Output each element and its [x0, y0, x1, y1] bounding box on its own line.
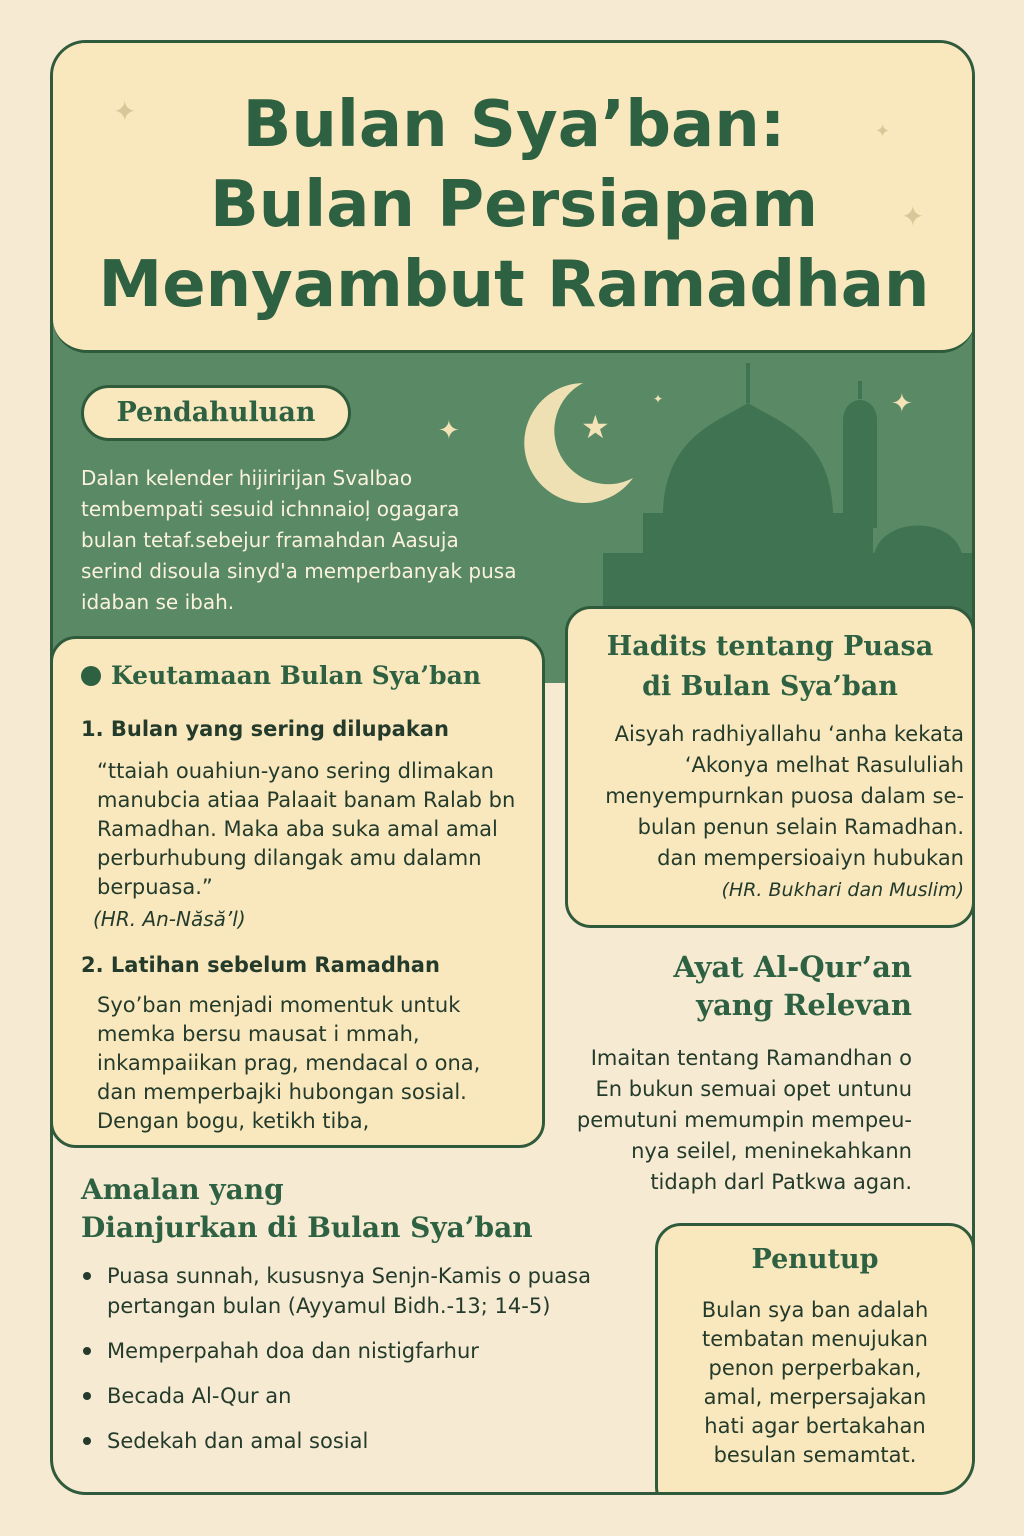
star-icon: ✦ — [438, 416, 460, 446]
item1-line: manubcia atiaa Palaait banam Ralab bn — [97, 788, 516, 812]
amalan-title — [81, 1171, 533, 1247]
penutup-line: besulan semamtat. — [713, 1443, 917, 1467]
hadits-text — [584, 719, 964, 874]
ayat-line: pemutuni memumpin mempeu- — [576, 1108, 912, 1132]
intro-line: bulan tetaf.sebejur framahdan Aasuja — [81, 528, 459, 552]
hadits-title-line: di Bulan Sya’ban — [642, 671, 898, 702]
item1-line: Ramadhan. Maka aba suka amal amal — [97, 817, 498, 841]
intro-line: tembempati sesuid ichnnaioļ ogagara — [81, 497, 460, 521]
hadits-title — [568, 627, 972, 707]
hadits-line: Aisyah radhiyallahu ‘anha kekata — [614, 722, 964, 746]
title-line-3: Menyambut Ramadhan — [98, 248, 930, 322]
poster-frame — [50, 40, 975, 1495]
keutamaan-title — [81, 661, 481, 690]
penutup-line: hati agar bertakahan — [704, 1414, 926, 1438]
keutamaan-card — [50, 636, 545, 1148]
hadits-line: bulan penun selain Ramadhan. — [637, 815, 964, 839]
ayat-title-line: Ayat Al-Qur’an — [673, 950, 912, 984]
star-icon: ✦ — [891, 389, 913, 419]
ayat-line: En bukun semuai opet untunu — [595, 1077, 912, 1101]
list-item: Becada Al-Qur an — [81, 1381, 601, 1411]
keutamaan-item2-title: 2. Latihan sebelum Ramadhan — [81, 953, 440, 977]
sparkle-icon: ✦ — [113, 95, 137, 128]
hadits-line: ‘Akonya melhat Rasululiah — [684, 753, 964, 777]
title-line-1: Bulan Sya’ban: — [242, 88, 786, 162]
amalan-title-line: Dianjurkan di Bulan Sya’ban — [81, 1211, 533, 1244]
hadits-line: dan mempersioaiyn hubukan — [657, 846, 964, 870]
item1-line: berpuasa.” — [97, 875, 213, 899]
keutamaan-item1-text — [97, 757, 517, 902]
bullet-dot-icon — [81, 666, 101, 686]
amalan-title-line: Amalan yang — [81, 1173, 284, 1206]
hadits-source: (HR. Bukhari dan Muslim) — [721, 879, 964, 901]
item1-line: perburhubung dilangak amu dalamn — [97, 846, 482, 870]
penutup-line: Bulan sya ban adalah — [701, 1298, 929, 1322]
title-box — [53, 43, 975, 353]
keutamaan-item2-text — [97, 991, 517, 1136]
ayat-text — [552, 1043, 912, 1198]
penutup-line: tembatan menujukan — [701, 1327, 928, 1351]
sparkle-icon: ✦ — [875, 121, 891, 142]
penutup-line: amal, merpersajakan — [703, 1385, 927, 1409]
star-icon: ✦ — [653, 392, 664, 406]
item2-line: dan memperbajki hubongan sosial. — [97, 1080, 467, 1104]
penutup-text — [670, 1296, 960, 1470]
keutamaan-item1-title: 1. Bulan yang sering dilupakan — [81, 717, 449, 741]
amalan-list — [81, 1261, 601, 1471]
ayat-line: Imaitan tentang Ramandhan o — [590, 1046, 912, 1070]
intro-text — [81, 463, 581, 618]
ayat-line: tidaph darl Patkwa agan. — [650, 1170, 912, 1194]
item2-line: Syo’ban menjadi momentuk untuk — [97, 993, 461, 1017]
page-title — [53, 85, 975, 325]
item2-line: memka bersu mausat i mmah, — [97, 1022, 420, 1046]
hadits-card — [565, 606, 975, 928]
penutup-card — [655, 1223, 975, 1495]
intro-line: Dalan kelender hijiririjan Svalbao — [81, 466, 413, 490]
ayat-title-line: yang Relevan — [696, 988, 912, 1022]
ayat-line: nya seilel, meninekahkann — [631, 1139, 912, 1163]
intro-label: Pendahuluan — [81, 385, 351, 441]
item2-line: inkampaiikan prag, mendacal o ona, — [97, 1051, 481, 1075]
intro-line: serind disoula sinyd'a memperbanyak pusa — [81, 559, 517, 583]
penutup-line: penon perperbakan, — [708, 1356, 922, 1380]
penutup-title: Penutup — [751, 1244, 879, 1275]
keutamaan-title-text: Keutamaan Bulan Sya’ban — [111, 661, 481, 690]
list-item: Puasa sunnah, kususnya Senjn-Kamis o puasa pertangan bulan (Ayyamul Bidh.-13; 14-5) — [81, 1261, 601, 1321]
list-item: Sedekah dan amal sosial — [81, 1426, 601, 1456]
intro-line: idaban se ibah. — [81, 590, 235, 614]
title-line-2: Bulan Persiapam — [209, 168, 819, 242]
keutamaan-item1-source: (HR. An-Năsă’l) — [93, 907, 246, 931]
star-icon: ★ — [581, 408, 610, 446]
sparkle-icon: ✦ — [901, 200, 925, 233]
list-item: Memperpahah doa dan nistigfarhur — [81, 1336, 601, 1366]
hadits-line: menyempurnkan puosa dalam se- — [605, 784, 964, 808]
hadits-title-line: Hadits tentang Puasa — [606, 631, 934, 662]
item2-line: Dengan bogu, ketikh tiba, — [97, 1109, 370, 1133]
ayat-title — [673, 948, 912, 1024]
item1-line: “ttaiah ouahiun-yano sering dlimakan — [97, 759, 494, 783]
